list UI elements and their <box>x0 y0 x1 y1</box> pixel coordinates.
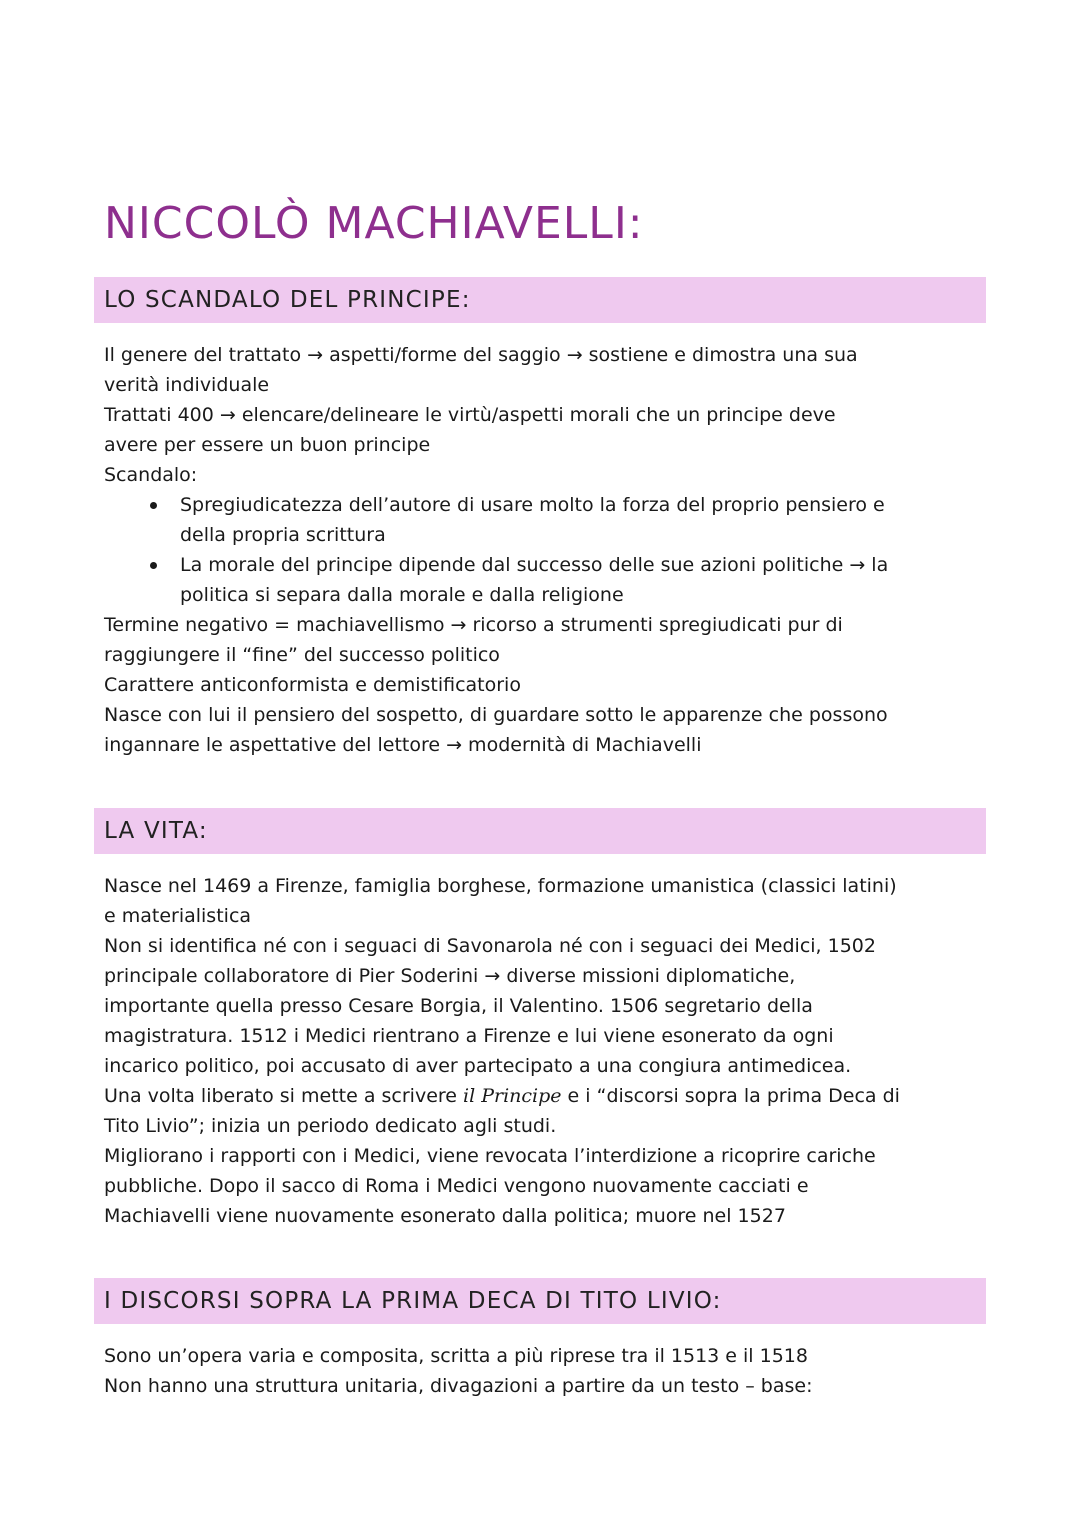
section-body-discorsi <box>104 1341 984 1401</box>
text-line: della propria scrittura <box>180 524 386 546</box>
bullet-list <box>104 490 984 610</box>
work-title-italic: il Principe <box>463 1085 562 1107</box>
text-line: raggiungere il “fine” del successo politico <box>104 644 500 666</box>
text-line: La morale del principe dipende dal successo delle sue azioni politiche → la <box>180 554 889 576</box>
bullet-dot-icon <box>150 502 157 509</box>
text-line: Carattere anticonformista e demistificatorio <box>104 674 521 696</box>
text-line: Tito Livio”; inizia un periodo dedicato agli studi. <box>104 1115 557 1137</box>
text-line: politica si separa dalla morale e dalla religione <box>180 584 624 606</box>
text-line: Spregiudicatezza dell’autore di usare molto la forza del proprio pensiero e <box>180 494 885 516</box>
text-line: pubbliche. Dopo il sacco di Roma i Medici vengono nuovamente cacciati e <box>104 1175 809 1197</box>
text-segment: e i “discorsi sopra la prima Deca di <box>561 1085 900 1107</box>
text-line: principale collaboratore di Pier Soderini → diverse missioni diplomatiche, <box>104 965 796 987</box>
section-header-label: I DISCORSI SOPRA LA PRIMA DECA DI TITO LIVIO: <box>104 1288 722 1314</box>
text-line: ingannare le aspettative del lettore → modernità di Machiavelli <box>104 734 702 756</box>
text-line: Sono un’opera varia e composita, scritta a più riprese tra il 1513 e il 1518 <box>104 1345 808 1367</box>
text-line: e materialistica <box>104 905 252 927</box>
text-line: magistratura. 1512 i Medici rientrano a Firenze e lui viene esonerato da ogni <box>104 1025 834 1047</box>
text-line: Nasce nel 1469 a Firenze, famiglia borghese, formazione umanistica (classici latini) <box>104 875 897 897</box>
text-line-mixed <box>104 1081 984 1111</box>
text-line: Il genere del trattato → aspetti/forme del saggio → sostiene e dimostra una sua <box>104 344 858 366</box>
bullet-dot-icon <box>150 562 157 569</box>
bullet-item <box>104 490 984 550</box>
section-header-vita <box>94 808 986 854</box>
text-line: Non hanno una struttura unitaria, divagazioni a partire da un testo – base: <box>104 1375 813 1397</box>
text-line: Termine negativo = machiavellismo → ricorso a strumenti spregiudicati pur di <box>104 614 843 636</box>
bullet-item <box>104 550 984 610</box>
text-line: Trattati 400 → elencare/delineare le virtù/aspetti morali che un principe deve <box>104 404 836 426</box>
text-line: verità individuale <box>104 374 270 396</box>
text-line: avere per essere un buon principe <box>104 434 431 456</box>
text-segment: Una volta liberato si mette a scrivere <box>104 1085 464 1107</box>
section-body-vita <box>104 871 984 1231</box>
text-line: Migliorano i rapporti con i Medici, viene revocata l’interdizione a ricoprire cariche <box>104 1145 876 1167</box>
section-header-label: LA VITA: <box>104 818 208 844</box>
text-line: Nasce con lui il pensiero del sospetto, di guardare sotto le apparenze che possono <box>104 704 888 726</box>
text-line: Scandalo: <box>104 464 198 486</box>
section-body-scandalo <box>104 340 984 760</box>
section-header-label: LO SCANDALO DEL PRINCIPE: <box>104 287 471 313</box>
section-header-discorsi <box>94 1278 986 1324</box>
text-line: importante quella presso Cesare Borgia, il Valentino. 1506 segretario della <box>104 995 813 1017</box>
section-header-scandalo <box>94 277 986 323</box>
text-line: Non si identifica né con i seguaci di Savonarola né con i seguaci dei Medici, 1502 <box>104 935 876 957</box>
text-line: incarico politico, poi accusato di aver partecipato a una congiura antimedicea. <box>104 1055 852 1077</box>
text-line: Machiavelli viene nuovamente esonerato dalla politica; muore nel 1527 <box>104 1205 786 1227</box>
page-title: NICCOLÒ MACHIAVELLI: <box>104 198 644 249</box>
